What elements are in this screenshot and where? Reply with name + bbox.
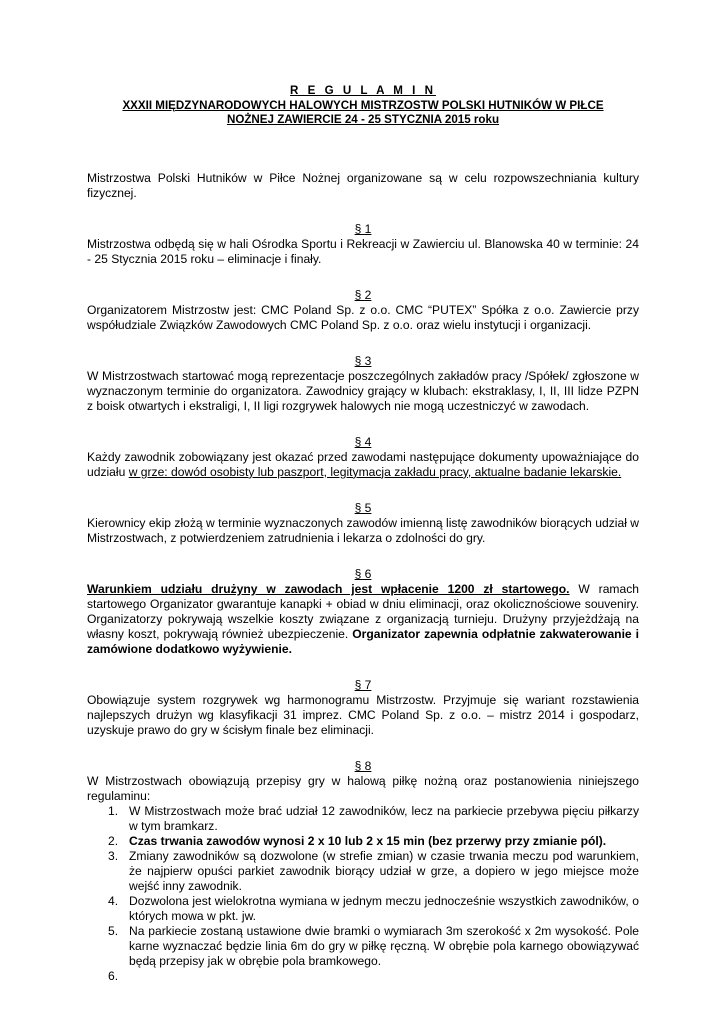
- section-6-heading: § 6: [354, 566, 372, 581]
- section-6-text-a: W ramach startowego Organizator gwarantuje kanapki + obiad w dniu eliminacji, oraz okolicznościowe souveniry. Organizatorzy pokrywają wszelkie koszty związane z organizacją turnieju. Drużyny przyjeżdżają na własny koszt, pokrywają również ubezpieczenie.: [87, 581, 639, 641]
- section-4-documents-list: w grze: dowód osobisty lub paszport, legitymacja zakładu pracy, aktualne badanie lekarskie.: [128, 464, 622, 479]
- section-5-heading: § 5: [354, 500, 372, 515]
- section-3-text: W Mistrzostwach startować mogą reprezentacje poszczególnych zakładów pracy /Spółek/ zgłoszone w wyznaczonym terminie do organizatora. Zawodnicy grający w klubach: ekstraklasy, I, II, III lidze PZPN z boisk otwartych i ekstraligi, I, II ligi rozgrywek halowych nie mogą uczestniczyć w zawodach.: [87, 368, 639, 413]
- title-line-1: XXXII MIĘDZYNARODOWYCH HALOWYCH MISTRZOSTW POLSKI HUTNIKÓW W PIŁCE: [122, 98, 604, 112]
- section-7-text: Obowiązuje system rozgrywek wg harmonogramu Mistrzostw. Przyjmuje się wariant rozstawienia najlepszych drużyn wg klasyfikacji 31 imprez. CMC Poland Sp. z o.o. – mistrz 2014 i gospodarz, uzyskuje prawo do gry w ścisłym finale bez eliminacji.: [87, 692, 639, 737]
- section-3-heading: § 3: [354, 353, 372, 368]
- list-item: 2. Czas trwania zawodów wynosi 2 x 10 lub 2 x 15 min (bez przerwy przy zmianie pól).: [108, 833, 607, 848]
- section-8-rules-list: [87, 804, 639, 984]
- intro-paragraph: Mistrzostwa Polski Hutników w Piłce Nożnej organizowane są w celu rozpowszechniania kultury fizycznej.: [87, 170, 639, 200]
- section-6-entry-fee: Warunkiem udziału drużyny w zawodach jest wpłacenie 1200 zł startowego.: [87, 581, 570, 596]
- section-8-heading: § 8: [354, 758, 372, 773]
- section-6-text: [87, 582, 639, 657]
- section-8-text: W Mistrzostwach obowiązują przepisy gry w halową piłkę nożną oraz postanowienia niniejszego regulaminu:: [87, 773, 639, 803]
- section-2-heading: § 2: [354, 287, 372, 302]
- section-1-heading: § 1: [354, 221, 372, 236]
- section-4-text: [87, 450, 639, 480]
- list-item: 4. Dozwolona jest wielokrotna wymiana w jednym meczu jednocześnie wszystkich zawodników, o których mowa w pkt. jw.: [108, 893, 639, 923]
- list-item: 6.: [108, 968, 119, 983]
- section-1-text: Mistrzostwa odbędą się w hali Ośrodka Sportu i Rekreacji w Zawierciu ul. Blanowska 40 w terminie: 24 - 25 Stycznia 2015 roku – eliminacje i finały.: [87, 236, 639, 266]
- list-item: 3. Zmiany zawodników są dozwolone (w strefie zmian) w czasie trwania meczu pod warunkiem, że najpierw opuści parkiet zawodnik biorący udział w grze, a dopiero w jego miejsce może wejść inny zawodnik.: [108, 848, 639, 893]
- list-item: 5. Na parkiecie zostaną ustawione dwie bramki o wymiarach 3m szerokość x 2m wysokość. Pole karne wyznaczać będzie linia 6m do gry w piłkę ręczną. W obrębie pola karnego obowiązywać będą przepisy jak w obrębie pola bramkowego.: [108, 923, 639, 968]
- section-6-accommodation: Organizator zapewnia odpłatnie zakwaterowanie i zamówione dodatkowo wyżywienie.: [87, 626, 639, 656]
- document-page: [87, 84, 639, 984]
- document-title: R E G U L A M I N: [290, 84, 436, 97]
- section-5-text: Kierownicy ekip złożą w terminie wyznaczonych zawodów imienną listę zawodników biorących udział w Mistrzostwach, z potwierdzeniem zatrudnienia i lekarza o zdolności do gry.: [87, 515, 639, 545]
- section-2-text: Organizatorem Mistrzostw jest: CMC Poland Sp. z o.o. CMC “PUTEX” Spółka z o.o. Zawiercie przy współudziale Związków Zawodowych CMC Poland Sp. z o.o. oraz wielu instytucji i organizacji.: [87, 302, 639, 332]
- title-line-2: NOŻNEJ ZAWIERCIE 24 - 25 STYCZNIA 2015 roku: [226, 113, 500, 127]
- list-item: 1. W Mistrzostwach może brać udział 12 zawodników, lecz na parkiecie przebywa pięciu piłkarzy w tym bramkarz.: [108, 803, 639, 833]
- section-7-heading: § 7: [354, 677, 372, 692]
- section-4-text-a: Każdy zawodnik zobowiązany jest okazać przed zawodami następujące dokumenty upoważniające do udziału: [87, 449, 639, 479]
- section-4-heading: § 4: [354, 434, 372, 449]
